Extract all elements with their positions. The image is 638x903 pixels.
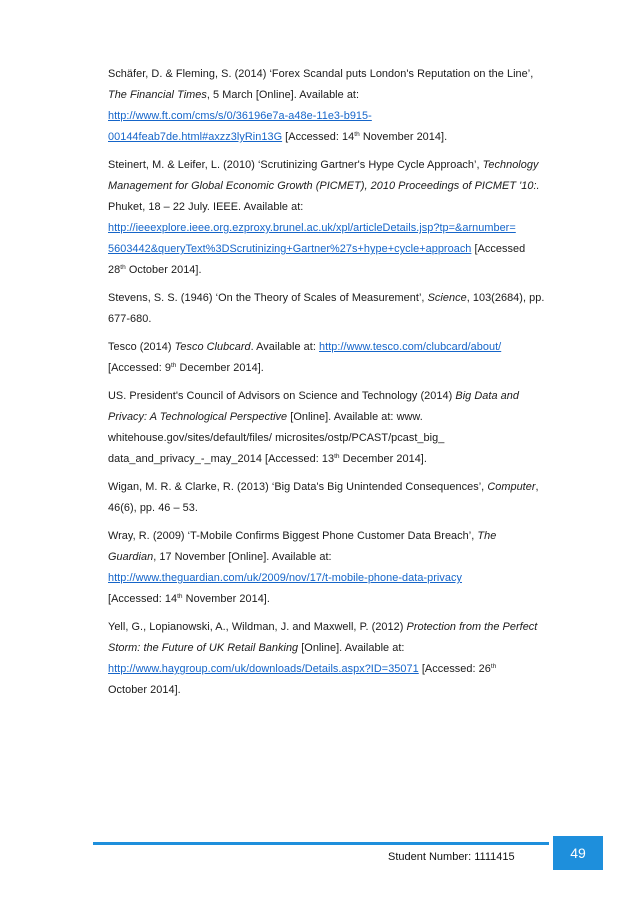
ref-line: data_and_privacy_-_may_2014 [Accessed: 13th December 2014].: [108, 453, 427, 465]
tesco-link[interactable]: http://www.tesco.com/clubcard/about/: [319, 341, 502, 353]
ref-line: [Accessed: 14th November 2014].: [108, 593, 270, 605]
reference-steinert-2010: [108, 155, 570, 281]
ref-line: [Accessed: 9th December 2014].: [108, 362, 264, 374]
ref-line: US. President's Council of Advisors on Science and Technology (2014) Big Data and: [108, 390, 519, 402]
reference-pcast-2014: [108, 386, 570, 470]
ref-line: Guardian, 17 November [Online]. Available at:: [108, 551, 332, 563]
reference-tesco-2014: [108, 337, 570, 379]
ft-link-continued[interactable]: 00144feab7de.html#axzz3lyRin13G: [108, 131, 283, 143]
ref-line: 00144feab7de.html#axzz3lyRin13G [Accessed: 14th November 2014].: [108, 131, 448, 143]
reference-wigan-2013: [108, 477, 570, 519]
ref-line: Wray, R. (2009) ‘T-Mobile Confirms Biggest Phone Customer Data Breach’, The: [108, 530, 497, 542]
page-number: 49: [570, 845, 586, 861]
ref-line: 677-680.: [108, 313, 152, 325]
ft-link[interactable]: http://www.ft.com/cms/s/0/36196e7a-a48e-11e3-b915-: [108, 110, 372, 122]
student-number: Student Number: 1111415: [388, 851, 515, 863]
footer-divider: [93, 842, 549, 845]
ieee-link[interactable]: http://ieeexplore.ieee.org.ezproxy.brunel.ac.uk/xpl/articleDetails.jsp?tp=&arnumber=: [108, 222, 516, 234]
reference-list: [108, 64, 570, 708]
ref-line: [108, 568, 570, 589]
haygroup-link[interactable]: http://www.haygroup.com/uk/downloads/Details.aspx?ID=35071: [108, 663, 419, 675]
ref-line: Phuket, 18 – 22 July. IEEE. Available at:: [108, 201, 304, 213]
guardian-link[interactable]: http://www.theguardian.com/uk/2009/nov/17/t-mobile-phone-data-privacy: [108, 572, 462, 584]
ref-line: Yell, G., Lopianowski, A., Wildman, J. and Maxwell, P. (2012) Protection from the Perfect: [108, 621, 538, 633]
reference-stevens-1946: [108, 288, 570, 330]
ieee-link-continued[interactable]: 5603442&queryText%3DScrutinizing+Gartner%27s+hype+cycle+approach: [108, 243, 472, 255]
reference-wray-2009: [108, 526, 570, 610]
ref-line: Schäfer, D. & Fleming, S. (2014) ‘Forex Scandal puts London's Reputation on the Line’,: [108, 68, 534, 80]
reference-schafer-2014: [108, 64, 570, 148]
ref-line: Steinert, M. & Leifer, L. (2010) ‘Scrutinizing Gartner's Hype Cycle Approach’, Technology: [108, 159, 539, 171]
ref-line: Wigan, M. R. & Clarke, R. (2013) ‘Big Data's Big Unintended Consequences’, Computer,: [108, 481, 539, 493]
reference-yell-2012: [108, 617, 570, 701]
ref-line: [108, 106, 570, 127]
ref-line: Storm: the Future of UK Retail Banking [Online]. Available at:: [108, 642, 405, 654]
ref-line: October 2014].: [108, 684, 181, 696]
ref-line: The Financial Times, 5 March [Online]. Available at:: [108, 89, 360, 101]
ref-line: Privacy: A Technological Perspective [Online]. Available at: www.: [108, 411, 423, 423]
ref-line: Tesco (2014) Tesco Clubcard. Available at: http://www.tesco.com/clubcard/about/: [108, 341, 502, 353]
ref-line: whitehouse.gov/sites/default/files/ microsites/ostp/PCAST/pcast_big_: [108, 432, 445, 444]
ref-line: [108, 218, 570, 239]
ref-line: 46(6), pp. 46 – 53.: [108, 502, 198, 514]
ref-line: Management for Global Economic Growth (PICMET), 2010 Proceedings of PICMET '10:.: [108, 180, 540, 192]
ref-line: Stevens, S. S. (1946) ‘On the Theory of Scales of Measurement’, Science, 103(2684), pp.: [108, 292, 545, 304]
ref-line: 28th October 2014].: [108, 264, 202, 276]
ref-line: 5603442&queryText%3DScrutinizing+Gartner%27s+hype+cycle+approach [Accessed: [108, 243, 526, 255]
ref-line: http://www.haygroup.com/uk/downloads/Details.aspx?ID=35071 [Accessed: 26th: [108, 663, 497, 675]
page-number-badge: [553, 836, 603, 870]
